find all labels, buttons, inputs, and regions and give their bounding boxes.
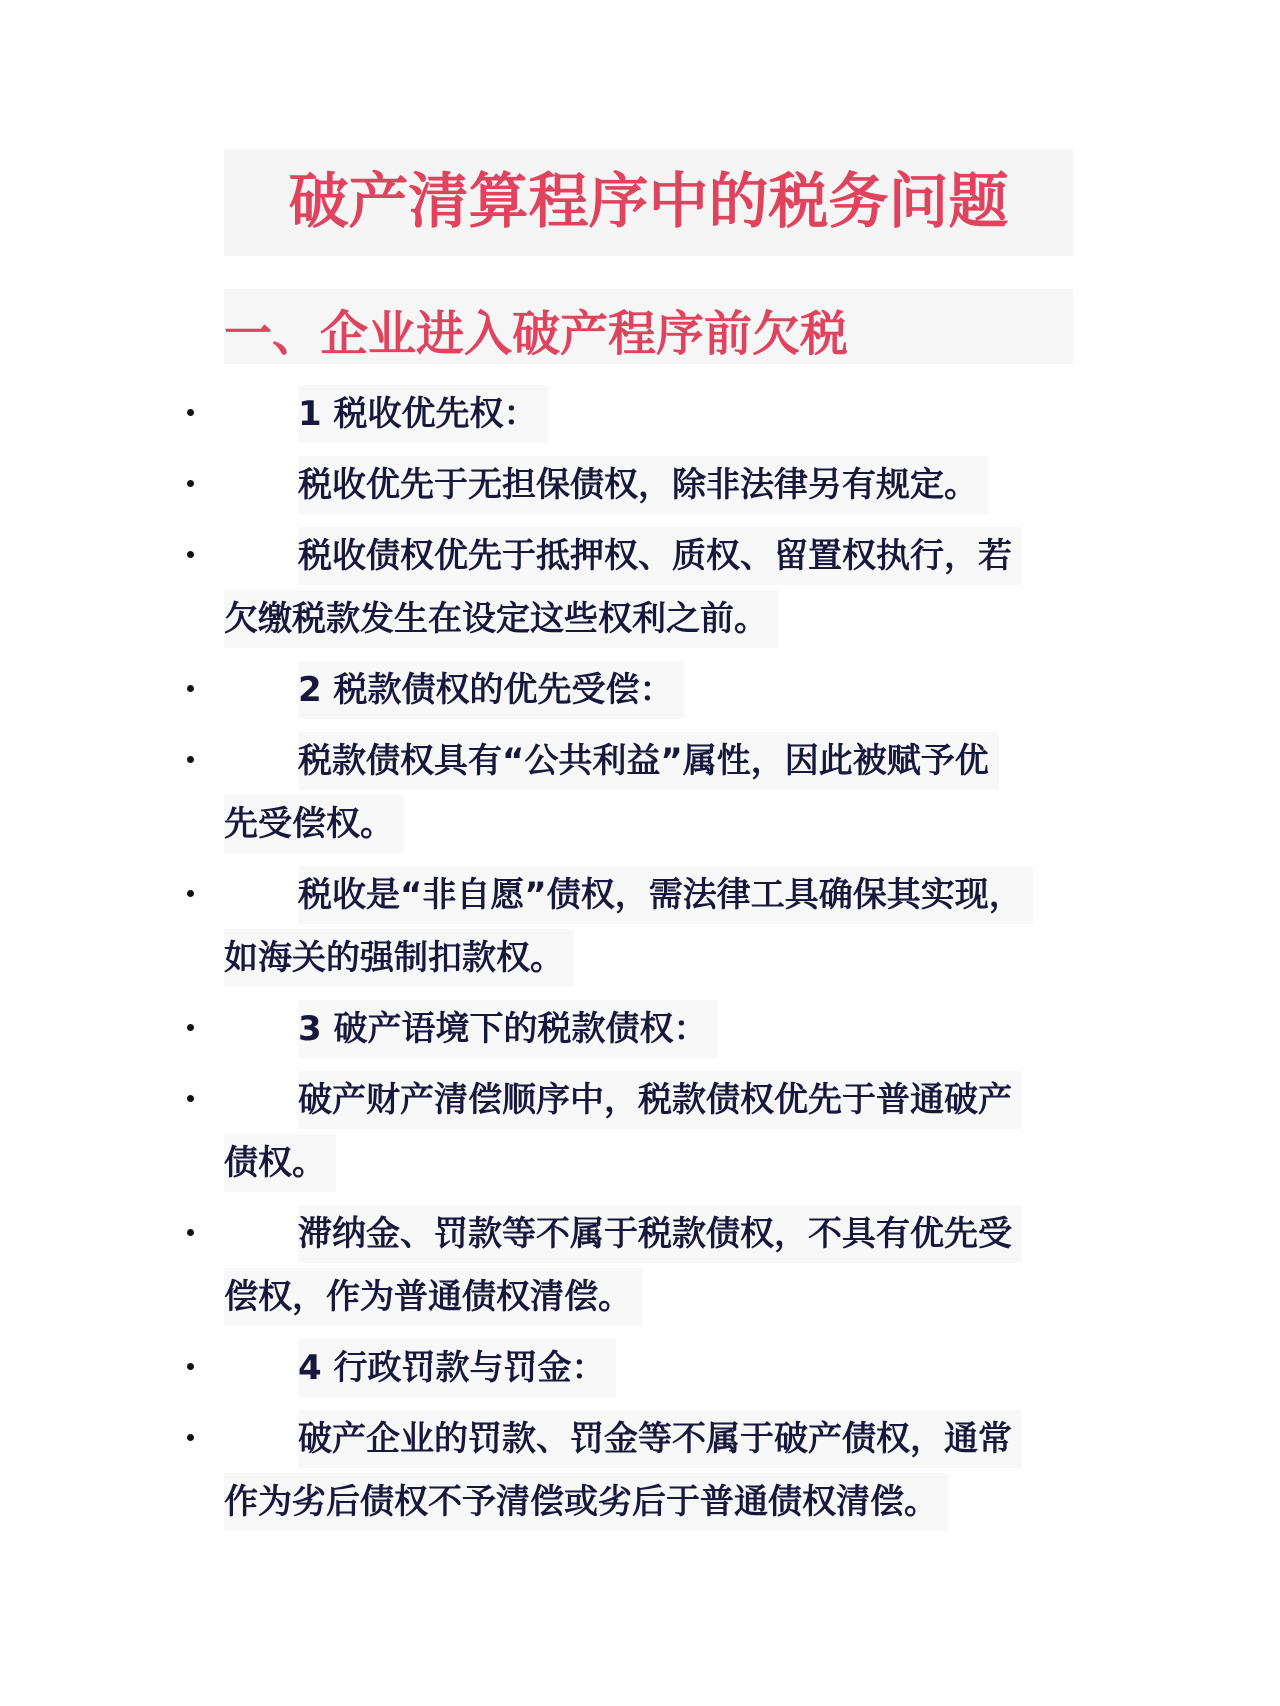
list-item	[224, 381, 1094, 444]
line	[224, 1130, 1094, 1193]
line-text: 4 行政罚款与罚金：	[298, 1339, 616, 1397]
line	[224, 1264, 1094, 1327]
line	[298, 1406, 1094, 1469]
list-item	[224, 1201, 1094, 1327]
line-text: 税收优先于无担保债权，除非法律另有规定。	[298, 456, 988, 514]
line	[224, 925, 1094, 988]
list-item	[224, 1067, 1094, 1193]
line-text: 债权。	[224, 1134, 336, 1192]
list-item	[224, 1335, 1094, 1398]
line-text: 1 税收优先权：	[298, 385, 548, 443]
list-item	[224, 1406, 1094, 1532]
bullet-dot-icon	[187, 551, 194, 558]
line-text: 先受偿权。	[224, 795, 404, 853]
bullet-dot-icon	[187, 1024, 194, 1031]
line	[298, 1335, 1094, 1398]
line	[298, 728, 1094, 791]
bullet-dot-icon	[187, 480, 194, 487]
line-text: 2 税款债权的优先受偿：	[298, 661, 684, 719]
section-heading: 一、企业进入破产程序前欠税	[224, 306, 849, 362]
line	[298, 862, 1094, 925]
line-text: 破产企业的罚款、罚金等不属于破产债权，通常	[298, 1410, 1022, 1468]
line	[298, 996, 1094, 1059]
bullet-dot-icon	[187, 685, 194, 692]
line-text: 作为劣后债权不予清偿或劣后于普通债权清偿。	[224, 1473, 948, 1531]
page-title: 破产清算程序中的税务问题	[288, 167, 1009, 237]
line-text: 3 破产语境下的税款债权：	[298, 1000, 718, 1058]
list-item	[224, 657, 1094, 720]
bullet-list	[224, 381, 1094, 1540]
bullet-dot-icon	[187, 409, 194, 416]
line	[298, 381, 1094, 444]
list-item	[224, 523, 1094, 649]
line	[298, 1067, 1094, 1130]
list-item	[224, 728, 1094, 854]
line	[298, 1201, 1094, 1264]
bullet-dot-icon	[187, 1363, 194, 1370]
line	[298, 523, 1094, 586]
line-text: 税收是“非自愿”债权，需法律工具确保其实现，	[298, 866, 1033, 924]
line-text: 破产财产清偿顺序中，税款债权优先于普通破产	[298, 1071, 1022, 1129]
line-text: 如海关的强制扣款权。	[224, 929, 574, 987]
line	[298, 657, 1094, 720]
line-text: 税款债权具有“公共利益”属性，因此被赋予优	[298, 732, 999, 790]
line	[224, 586, 1094, 649]
bullet-dot-icon	[187, 1229, 194, 1236]
line	[224, 791, 1094, 854]
bullet-dot-icon	[187, 1095, 194, 1102]
list-item	[224, 996, 1094, 1059]
line-text: 税收债权优先于抵押权、质权、留置权执行，若	[298, 527, 1022, 585]
line-text: 滞纳金、罚款等不属于税款债权，不具有优先受	[298, 1205, 1022, 1263]
line	[298, 452, 1094, 515]
line-text: 欠缴税款发生在设定这些权利之前。	[224, 590, 778, 648]
bullet-dot-icon	[187, 890, 194, 897]
list-item	[224, 862, 1094, 988]
bullet-dot-icon	[187, 756, 194, 763]
line	[224, 1469, 1094, 1532]
line-text: 偿权，作为普通债权清偿。	[224, 1268, 642, 1326]
list-item	[224, 452, 1094, 515]
bullet-dot-icon	[187, 1434, 194, 1441]
